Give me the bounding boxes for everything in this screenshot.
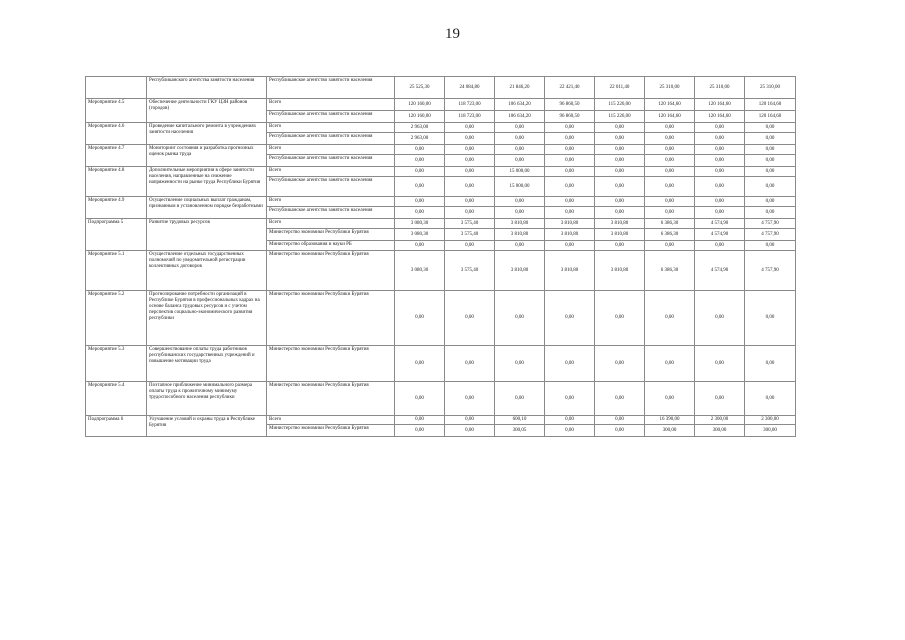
table-row: [86, 123, 796, 133]
value-cell: 0,00: [445, 197, 495, 207]
value-cell: 0,00: [545, 291, 595, 346]
value-cell: 0,00: [595, 346, 645, 382]
value-cell: 2 963,00: [395, 133, 445, 145]
row-name: Совершенствование оплаты труда работников республиканских государственных учреждений и повышение мотивации труда: [147, 346, 267, 382]
value-cell: 4 574,90: [695, 251, 745, 291]
value-cell: 0,00: [445, 155, 495, 167]
value-cell: 0,00: [645, 145, 695, 155]
table-row: [86, 145, 796, 155]
executor-label: Всего: [267, 197, 395, 207]
value-cell: 0,00: [395, 382, 445, 416]
value-cell: 0,00: [495, 291, 545, 346]
value-cell: 25 310,00: [645, 77, 695, 99]
value-cell: 0,00: [645, 241, 695, 251]
value-cell: 0,00: [495, 207, 545, 219]
value-cell: 0,00: [695, 197, 745, 207]
value-cell: 120 160,00: [395, 111, 445, 123]
value-cell: 0,00: [595, 241, 645, 251]
value-cell: 0,00: [545, 145, 595, 155]
value-cell: 0,00: [595, 177, 645, 197]
value-cell: 0,00: [545, 123, 595, 133]
value-cell: 0,00: [545, 207, 595, 219]
row-code: Мероприятие 4.6: [86, 123, 147, 145]
value-cell: 0,00: [595, 155, 645, 167]
value-cell: 106 634,20: [495, 111, 545, 123]
row-name: Поэтапное приближение минимального размера оплаты труда к прожиточному минимуму трудоспособного населения республики: [147, 382, 267, 416]
table-row: [86, 291, 796, 346]
value-cell: 0,00: [545, 133, 595, 145]
value-cell: 0,00: [395, 155, 445, 167]
row-name: Прогнозирование потребности организаций в Республике Бурятия в профессиональных кадрах на основе баланса трудовых ресурсов и с учетом перспектив социально-экономического развития республики: [147, 291, 267, 346]
value-cell: 0,00: [745, 291, 796, 346]
row-code: Мероприятие 5.1: [86, 251, 147, 291]
row-name: Осуществление социальных выплат гражданам, признанным в установленном порядке безработными: [147, 197, 267, 219]
value-cell: 0,00: [645, 167, 695, 177]
value-cell: 0,00: [545, 197, 595, 207]
value-cell: 3 575,40: [445, 219, 495, 229]
value-cell: 0,00: [545, 241, 595, 251]
value-cell: 22 011,40: [595, 77, 645, 99]
value-cell: 4 757,90: [745, 251, 796, 291]
value-cell: 0,00: [645, 382, 695, 416]
value-cell: 0,00: [595, 167, 645, 177]
value-cell: 3 080,30: [395, 229, 445, 241]
value-cell: 118 723,00: [445, 111, 495, 123]
executor-label: Министерство образования и науки РБ: [267, 241, 395, 251]
value-cell: 0,00: [495, 123, 545, 133]
row-code: Мероприятие 4.5: [86, 99, 147, 123]
table-row: [86, 197, 796, 207]
executor-label: Министерство экономики Республики Бурятия: [267, 291, 395, 346]
value-cell: 25 310,00: [695, 77, 745, 99]
value-cell: 0,00: [645, 291, 695, 346]
value-cell: 0,00: [745, 167, 796, 177]
value-cell: 0,00: [445, 291, 495, 346]
value-cell: 0,00: [695, 145, 745, 155]
value-cell: 0,00: [645, 123, 695, 133]
value-cell: 0,00: [545, 382, 595, 416]
value-cell: 115 226,00: [595, 111, 645, 123]
executor-label: Всего: [267, 219, 395, 229]
value-cell: 0,00: [445, 346, 495, 382]
value-cell: 3 810,80: [495, 219, 545, 229]
value-cell: 0,00: [445, 123, 495, 133]
executor-label: Министерство экономики Республики Бурятия: [267, 229, 395, 241]
row-name: Проведение капитального ремонта в учреждениях занятости населения: [147, 123, 267, 145]
value-cell: 0,00: [745, 155, 796, 167]
row-code: Мероприятие 5.3: [86, 346, 147, 382]
value-cell: 4 757,90: [745, 219, 796, 229]
value-cell: 3 810,80: [545, 229, 595, 241]
executor-label: Всего: [267, 416, 395, 425]
value-cell: 0,00: [545, 425, 595, 437]
value-cell: 2 963,00: [395, 123, 445, 133]
value-cell: 0,00: [395, 291, 445, 346]
value-cell: 0,00: [745, 382, 796, 416]
executor-label: Министерство экономики Республики Бурятия: [267, 251, 395, 291]
value-cell: 0,00: [745, 207, 796, 219]
executor-label: Всего: [267, 123, 395, 133]
value-cell: 120 164,60: [745, 99, 796, 111]
value-cell: 0,00: [695, 155, 745, 167]
value-cell: 3 575,40: [445, 229, 495, 241]
value-cell: 0,00: [495, 155, 545, 167]
value-cell: 0,00: [545, 346, 595, 382]
value-cell: 6 386,30: [645, 251, 695, 291]
value-cell: 120 164,60: [695, 99, 745, 111]
value-cell: 0,00: [495, 197, 545, 207]
value-cell: 0,00: [695, 291, 745, 346]
value-cell: 0,00: [745, 145, 796, 155]
value-cell: 0,00: [395, 145, 445, 155]
value-cell: 3 810,80: [595, 251, 645, 291]
executor-label: Всего: [267, 99, 395, 111]
value-cell: 120 164,60: [695, 111, 745, 123]
table-row: [86, 167, 796, 177]
value-cell: 0,00: [545, 177, 595, 197]
value-cell: 300,00: [645, 425, 695, 437]
table-row: [86, 382, 796, 416]
value-cell: 0,00: [595, 207, 645, 219]
value-cell: 0,00: [445, 416, 495, 425]
value-cell: 120 164,60: [645, 111, 695, 123]
executor-label: Республиканское агентство занятости населения: [267, 133, 395, 145]
value-cell: 25 310,00: [745, 77, 796, 99]
value-cell: 0,00: [545, 416, 595, 425]
value-cell: 3 810,80: [495, 229, 545, 241]
value-cell: 0,00: [495, 133, 545, 145]
value-cell: 21 846,20: [495, 77, 545, 99]
executor-label: Всего: [267, 167, 395, 177]
row-name: Мониторинг состояния и разработка прогнозных оценок рынка труда: [147, 145, 267, 167]
value-cell: 118 723,00: [445, 99, 495, 111]
row-name: Дополнительные мероприятия в сфере занятости населения, направленные на снижение напряженности на рынке труда Республики Бурятия: [147, 167, 267, 197]
value-cell: 3 080,30: [395, 251, 445, 291]
value-cell: 106 634,20: [495, 99, 545, 111]
value-cell: 0,00: [645, 346, 695, 382]
value-cell: 3 810,80: [495, 251, 545, 291]
value-cell: 6 386,30: [645, 219, 695, 229]
table-row: [86, 346, 796, 382]
row-name: Обеспечение деятельности ГКУ ЦЗН районов (городов): [147, 99, 267, 123]
value-cell: 2 300,00: [695, 416, 745, 425]
value-cell: 300,00: [695, 425, 745, 437]
value-cell: 0,00: [395, 207, 445, 219]
value-cell: 0,00: [695, 167, 745, 177]
page-number: 19: [445, 26, 460, 42]
value-cell: 2 300,00: [745, 416, 796, 425]
row-code: Мероприятие 4.9: [86, 197, 147, 219]
value-cell: 0,00: [595, 145, 645, 155]
row-code: Мероприятие 4.8: [86, 167, 147, 197]
value-cell: 120 160,00: [395, 99, 445, 111]
value-cell: 300,05: [495, 425, 545, 437]
executor-label: Республиканское агентство занятости населения: [267, 207, 395, 219]
row-code: Мероприятие 4.7: [86, 145, 147, 167]
value-cell: 0,00: [545, 167, 595, 177]
value-cell: 0,00: [745, 133, 796, 145]
value-cell: 0,00: [595, 133, 645, 145]
value-cell: 0,00: [445, 145, 495, 155]
value-cell: 120 164,60: [745, 111, 796, 123]
value-cell: 15 000,00: [495, 167, 545, 177]
value-cell: 0,00: [695, 241, 745, 251]
executor-label: Республиканское агентство занятости населения: [267, 177, 395, 197]
value-cell: 0,00: [495, 382, 545, 416]
value-cell: 0,00: [745, 346, 796, 382]
row-code: Подпрограмма 6: [86, 416, 147, 437]
value-cell: 0,00: [445, 382, 495, 416]
value-cell: 0,00: [645, 155, 695, 167]
value-cell: 0,00: [395, 416, 445, 425]
value-cell: 0,00: [745, 241, 796, 251]
value-cell: 115 226,00: [595, 99, 645, 111]
executor-label: Министерство экономики Республики Бурятия: [267, 425, 395, 437]
value-cell: 0,00: [645, 207, 695, 219]
table-row: [86, 219, 796, 229]
value-cell: 0,00: [695, 123, 745, 133]
executor-label: Республиканское агентство занятости населения: [267, 77, 395, 99]
value-cell: 0,00: [745, 177, 796, 197]
value-cell: 0,00: [695, 133, 745, 145]
value-cell: 22 421,40: [545, 77, 595, 99]
value-cell: 3 810,80: [595, 229, 645, 241]
value-cell: 0,00: [645, 197, 695, 207]
value-cell: 300,00: [745, 425, 796, 437]
executor-label: Министерство экономики Республики Бурятия: [267, 346, 395, 382]
value-cell: 16 390,00: [645, 416, 695, 425]
value-cell: 0,00: [595, 197, 645, 207]
row-code: Подпрограмма 5: [86, 219, 147, 251]
value-cell: 600,10: [495, 416, 545, 425]
executor-label: Всего: [267, 145, 395, 155]
value-cell: 0,00: [395, 346, 445, 382]
row-name: Развитие трудовых ресурсов: [147, 219, 267, 251]
executor-label: Республиканское агентство занятости населения: [267, 155, 395, 167]
value-cell: 0,00: [445, 177, 495, 197]
value-cell: 0,00: [645, 177, 695, 197]
value-cell: 0,00: [495, 241, 545, 251]
value-cell: 0,00: [495, 346, 545, 382]
value-cell: 0,00: [745, 123, 796, 133]
value-cell: 0,00: [595, 416, 645, 425]
executor-label: Министерство экономики Республики Бурятия: [267, 382, 395, 416]
value-cell: 0,00: [595, 425, 645, 437]
executor-label: Республиканское агентство занятости населения: [267, 111, 395, 123]
row-code: Мероприятие 5.2: [86, 291, 147, 346]
value-cell: 3 810,80: [595, 219, 645, 229]
table-row: [86, 416, 796, 425]
value-cell: 24 084,80: [445, 77, 495, 99]
value-cell: 0,00: [745, 197, 796, 207]
row-code: [86, 77, 147, 99]
value-cell: 96 860,50: [545, 99, 595, 111]
table-row: [86, 251, 796, 291]
value-cell: 6 386,30: [645, 229, 695, 241]
value-cell: 0,00: [445, 133, 495, 145]
value-cell: 4 574,90: [695, 219, 745, 229]
value-cell: 15 000,00: [495, 177, 545, 197]
value-cell: 0,00: [395, 241, 445, 251]
value-cell: 3 575,40: [445, 251, 495, 291]
value-cell: 4 757,90: [745, 229, 796, 241]
value-cell: 3 810,80: [545, 251, 595, 291]
value-cell: 25 525,30: [395, 77, 445, 99]
value-cell: 0,00: [395, 425, 445, 437]
value-cell: 3 810,80: [545, 219, 595, 229]
value-cell: 0,00: [545, 155, 595, 167]
value-cell: 0,00: [695, 177, 745, 197]
value-cell: 0,00: [695, 346, 745, 382]
value-cell: 0,00: [445, 241, 495, 251]
table-row: [86, 77, 796, 99]
value-cell: 0,00: [595, 382, 645, 416]
value-cell: 0,00: [595, 291, 645, 346]
row-code: Мероприятие 5.4: [86, 382, 147, 416]
value-cell: 0,00: [495, 145, 545, 155]
value-cell: 4 574,90: [695, 229, 745, 241]
value-cell: 3 080,30: [395, 219, 445, 229]
row-name: Осуществление отдельных государственных полномочий по уведомительной регистрации коллективных договоров: [147, 251, 267, 291]
value-cell: 0,00: [695, 207, 745, 219]
value-cell: 0,00: [595, 123, 645, 133]
budget-table: [85, 76, 796, 437]
value-cell: 0,00: [695, 382, 745, 416]
row-name: Республиканского агентства занятости населения: [147, 77, 267, 99]
value-cell: 0,00: [445, 207, 495, 219]
value-cell: 0,00: [445, 167, 495, 177]
value-cell: 0,00: [445, 425, 495, 437]
table-row: [86, 99, 796, 111]
value-cell: 0,00: [395, 167, 445, 177]
value-cell: 120 164,60: [645, 99, 695, 111]
value-cell: 0,00: [395, 197, 445, 207]
value-cell: 0,00: [645, 133, 695, 145]
value-cell: 96 860,50: [545, 111, 595, 123]
row-name: Улучшение условий и охраны труда в Республике Бурятия: [147, 416, 267, 437]
value-cell: 0,00: [395, 177, 445, 197]
